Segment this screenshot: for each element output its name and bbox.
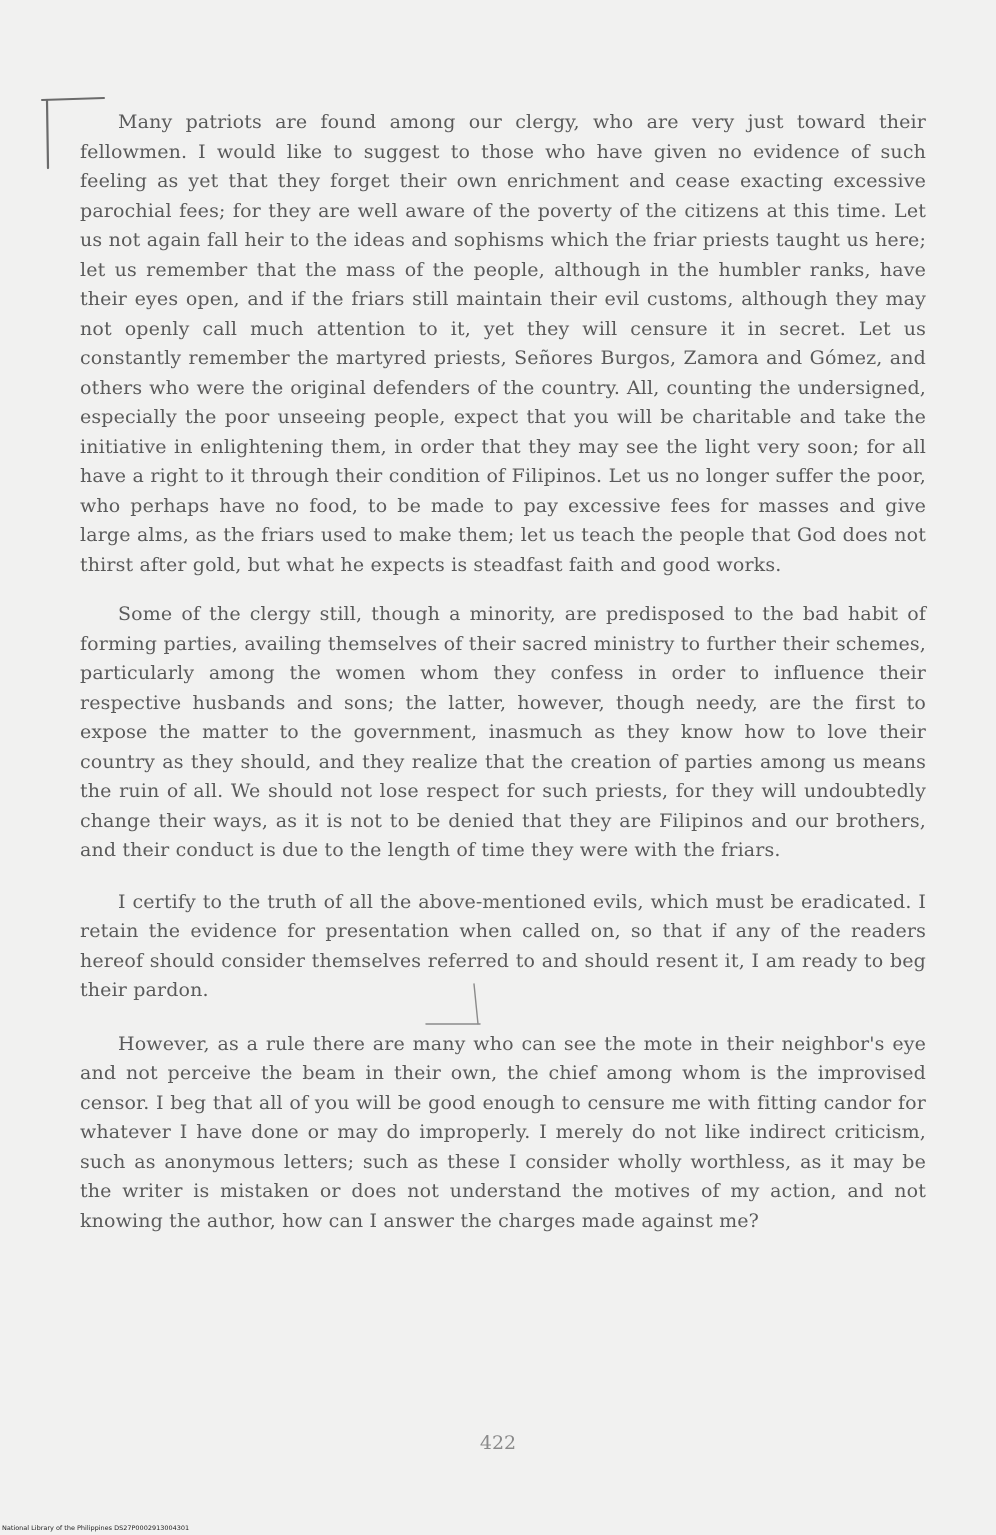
paragraph-forming-parties: Some of the clergy still, though a minority, are predisposed to the bad habit of forming parties, availing themselves of their sacred ministry to further their schemes, particularly among the women whom they confess in order to influence their respective husbands and sons; the latter, however, though needy, are the first to expose the matter to the government, inasmuch as they know how to love their country as they should, and they realize that the creation of parties among us means the ruin of all. We should not lose respect for such priests, for they will undoubtedly change their ways, as it is not to be denied that they are Filipinos and our brothers, and their conduct is due to the length of time they were with the friars. [80, 603, 926, 861]
page-number: 422 [479, 1432, 517, 1454]
pencil-closing-mark [420, 980, 490, 1030]
paragraph-clergy-patriots: Many patriots are found among our clergy, who are very just toward their fellowmen. I would like to suggest to those who have given no evidence of such feeling as yet that they forget their own enrichment and cease exacting excessive parochial fees; for they are well aware of the poverty of the citizens at this time. Let us not again fall heir to the ideas and sophisms which the friar priests taught us here; let us remember that the mass of the people, although in the humbler ranks, have their eyes open, and if the friars still maintain their evil customs, although they may not openly call much attention to it, yet they will censure it in secret. Let us constantly remember the martyred priests, Señores Burgos, Zamora and Gómez, and others who were the original defenders of the country. All, counting the undersigned, especially the poor unseeing people, expect that you will be charitable and take the initiative in enlightening them, in order that they may see the light very soon; for all have a right to it through their condition of Filipinos. Let us no longer suffer the poor, who perhaps have no food, to be made to pay excessive fees for masses and give large alms, as the friars used to make them; let us teach the people that God does not thirst after gold, but what he expects is steadfast faith and good works. [80, 111, 926, 576]
paragraph-certification: I certify to the truth of all the above-mentioned evils, which must be eradicated. I retain the evidence for presentation when called on, so that if any of the readers hereof should consider themselves referred to and should resent it, I am ready to beg their pardon. [80, 890, 926, 1001]
body-text [80, 108, 926, 1236]
paragraph-censor: However, as a rule there are many who can see the mote in their neighbor's eye and not perceive the beam in their own, the chief among whom is the improvised censor. I beg that all of you will be good enough to censure me with fitting candor for whatever I have done or may do improperly. I merely do not like indirect criticism, such as anonymous letters; such as these I consider wholly worthless, as it may be the writer is mistaken or does not understand the motives of my action, and not knowing the author, how can I answer the charges made against me? [80, 1032, 926, 1232]
archive-credit: National Library of the Philippines DS27P0002913004301 [2, 1524, 190, 1532]
